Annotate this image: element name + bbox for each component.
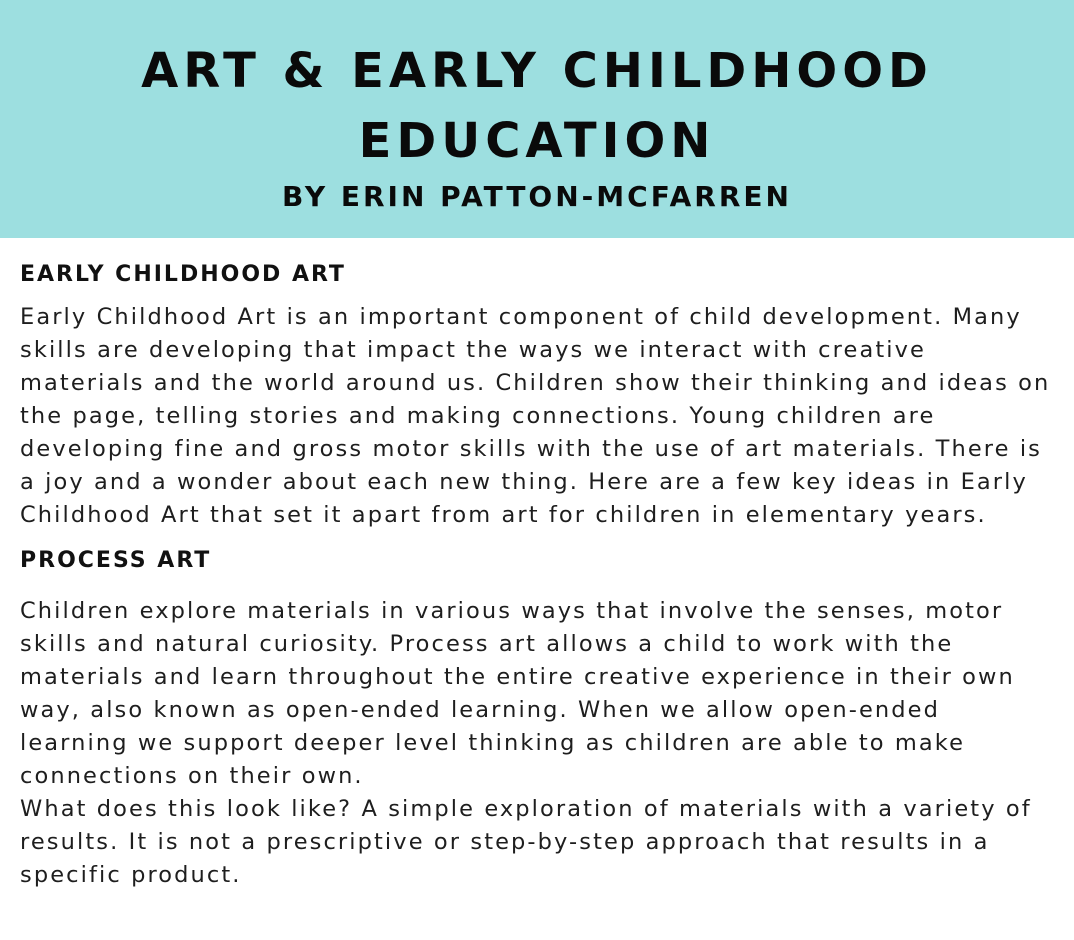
page-title: ART & EARLY CHILDHOOD EDUCATION xyxy=(141,43,933,169)
header-banner xyxy=(0,0,1074,238)
section-heading: EARLY CHILDHOOD ART xyxy=(20,262,346,287)
author-byline: BY ERIN PATTON-MCFARREN xyxy=(282,180,792,213)
section-paragraph: Children explore materials in various ways that involve the senses, motor skills and natural curiosity. Process art allows a child to work with the materials and learn throughout the entire creative experience in their own way, also known as open-ended learning. When we allow open-ended learning we support deeper level thinking as children are able to make connections on their own. xyxy=(20,598,1015,789)
section-paragraph: What does this look like? A simple exploration of materials with a variety of results. It is not a prescriptive or step-by-step approach that results in a specific product. xyxy=(20,796,1032,888)
section-paragraph: Early Childhood Art is an important component of child development. Many skills are developing that impact the ways we interact with creative materials and the world around us. Children show their thinking and ideas on the page, telling stories and making connections. Young children are developing fine and gross motor skills with the use of art materials. There is a joy and a wonder about each new thing. Here are a few key ideas in Early Childhood Art that set it apart from art for children in elementary years. xyxy=(20,304,1051,528)
section-early-childhood-art xyxy=(20,238,1054,532)
article-body xyxy=(0,238,1074,892)
section-heading: PROCESS ART xyxy=(20,548,212,573)
section-process-art xyxy=(20,532,1054,892)
